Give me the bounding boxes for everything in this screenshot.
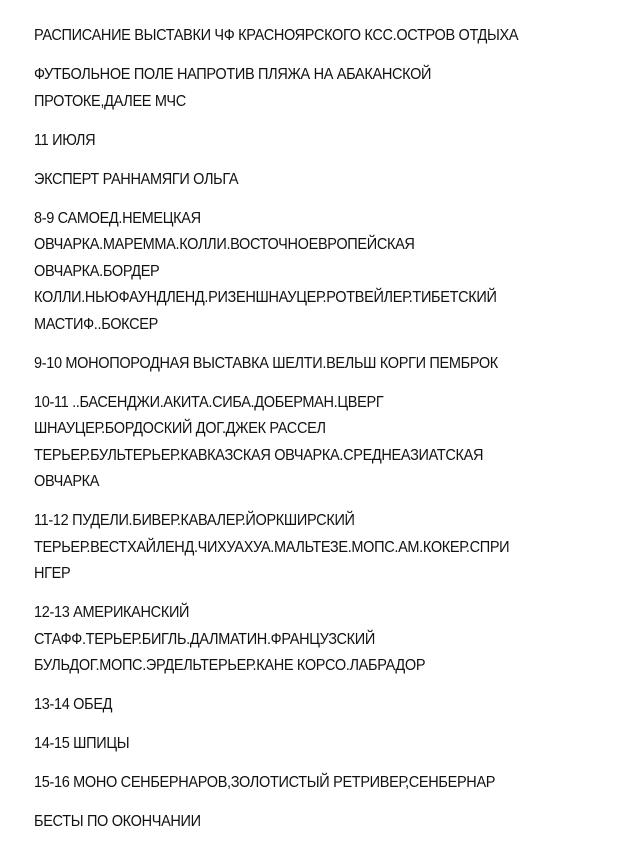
- text-line: 8-9 САМОЕД.НЕМЕЦКАЯ: [34, 209, 201, 227]
- text-line: 13-14 ОБЕД: [34, 696, 113, 713]
- schedule-slot-9-10: [34, 351, 619, 378]
- text-line: 11-12 ПУДЕЛИ.БИВЕР.КАВАЛЕР.ЙОРКШИРСКИЙ: [34, 512, 355, 529]
- text-line: БУЛЬДОГ.МОПС.ЭРДЕЛЬТЕРЬЕР.КАНЕ КОРСО.ЛАБРАДОР: [34, 657, 426, 674]
- text-line: МАСТИФ..БОКСЕР: [34, 315, 158, 333]
- best-in-show-note: [34, 809, 619, 836]
- text-line: ЭКСПЕРТ РАННАМЯГИ ОЛЬГА: [34, 170, 239, 188]
- text-line: 14-15 ШПИЦЫ: [34, 735, 130, 752]
- schedule-slot-15-16: [34, 770, 619, 797]
- text-line: НГЕР: [34, 565, 71, 582]
- venue-location: [34, 62, 619, 115]
- text-line: 15-16 МОНО СЕНБЕРНАРОВ,ЗОЛОТИСТЫЙ РЕТРИВЕР,СЕНБЕРНАР: [34, 774, 496, 791]
- text-line: РАСПИСАНИЕ ВЫСТАВКИ ЧФ КРАСНОЯРСКОГО КСС.ОСТРОВ ОТДЫХА: [34, 27, 519, 44]
- text-line: КОЛЛИ.НЬЮФАУНДЛЕНД.РИЗЕНШНАУЦЕР.РОТВЕЙЛЕР.ТИБЕТСКИЙ: [34, 289, 497, 306]
- text-line: ШНАУЦЕР.БОРДОСКИЙ ДОГ.ДЖЕК РАССЕЛ: [34, 420, 326, 437]
- text-line: 12-13 АМЕРИКАНСКИЙ: [34, 604, 190, 621]
- schedule-slot-8-9: [34, 206, 619, 339]
- schedule-slot-10-11: [34, 390, 619, 496]
- schedule-slot-13-14: [34, 692, 619, 719]
- text-line: ОВЧАРКА: [34, 473, 100, 490]
- text-line: СТАФФ.ТЕРЬЕР.БИГЛЬ.ДАЛМАТИН.ФРАНЦУЗСКИЙ: [34, 630, 375, 648]
- text-line: ПРОТОКЕ,ДАЛЕЕ МЧС: [34, 92, 186, 110]
- text-line: ОВЧАРКА.МАРЕММА.КОЛЛИ.ВОСТОЧНОЕВРОПЕЙСКАЯ: [34, 236, 415, 253]
- schedule-title: [34, 23, 619, 50]
- text-line: ФУТБОЛЬНОЕ ПОЛЕ НАПРОТИВ ПЛЯЖА НА АБАКАНСКОЙ: [34, 66, 432, 83]
- schedule-slot-11-12: [34, 508, 619, 588]
- text-line: БЕСТЫ ПО ОКОНЧАНИИ: [34, 813, 201, 830]
- text-line: ТЕРЬЕР.БУЛЬТЕРЬЕР.КАВКАЗСКАЯ ОВЧАРКА.СРЕДНЕАЗИАТСКАЯ: [34, 446, 484, 464]
- expert-name: [34, 167, 619, 194]
- text-line: 10-11 ..БАСЕНДЖИ.АКИТА.СИБА.ДОБЕРМАН.ЦВЕРГ: [34, 393, 384, 411]
- text-line: ТЕРЬЕР.ВЕСТХАЙЛЕНД.ЧИХУАХУА.МАЛЬТЕЗЕ.МОПС.АМ.КОКЕР.СПРИ: [34, 538, 510, 556]
- text-line: ОВЧАРКА.БОРДЕР: [34, 262, 160, 280]
- text-line: 9-10 МОНОПОРОДНАЯ ВЫСТАВКА ШЕЛТИ.ВЕЛЬШ КОРГИ ПЕМБРОК: [34, 354, 498, 372]
- event-date: [34, 128, 619, 155]
- schedule-slot-14-15: [34, 731, 619, 758]
- document-body: [34, 23, 619, 848]
- text-line: 11 ИЮЛЯ: [34, 131, 96, 149]
- schedule-slot-12-13: [34, 600, 619, 680]
